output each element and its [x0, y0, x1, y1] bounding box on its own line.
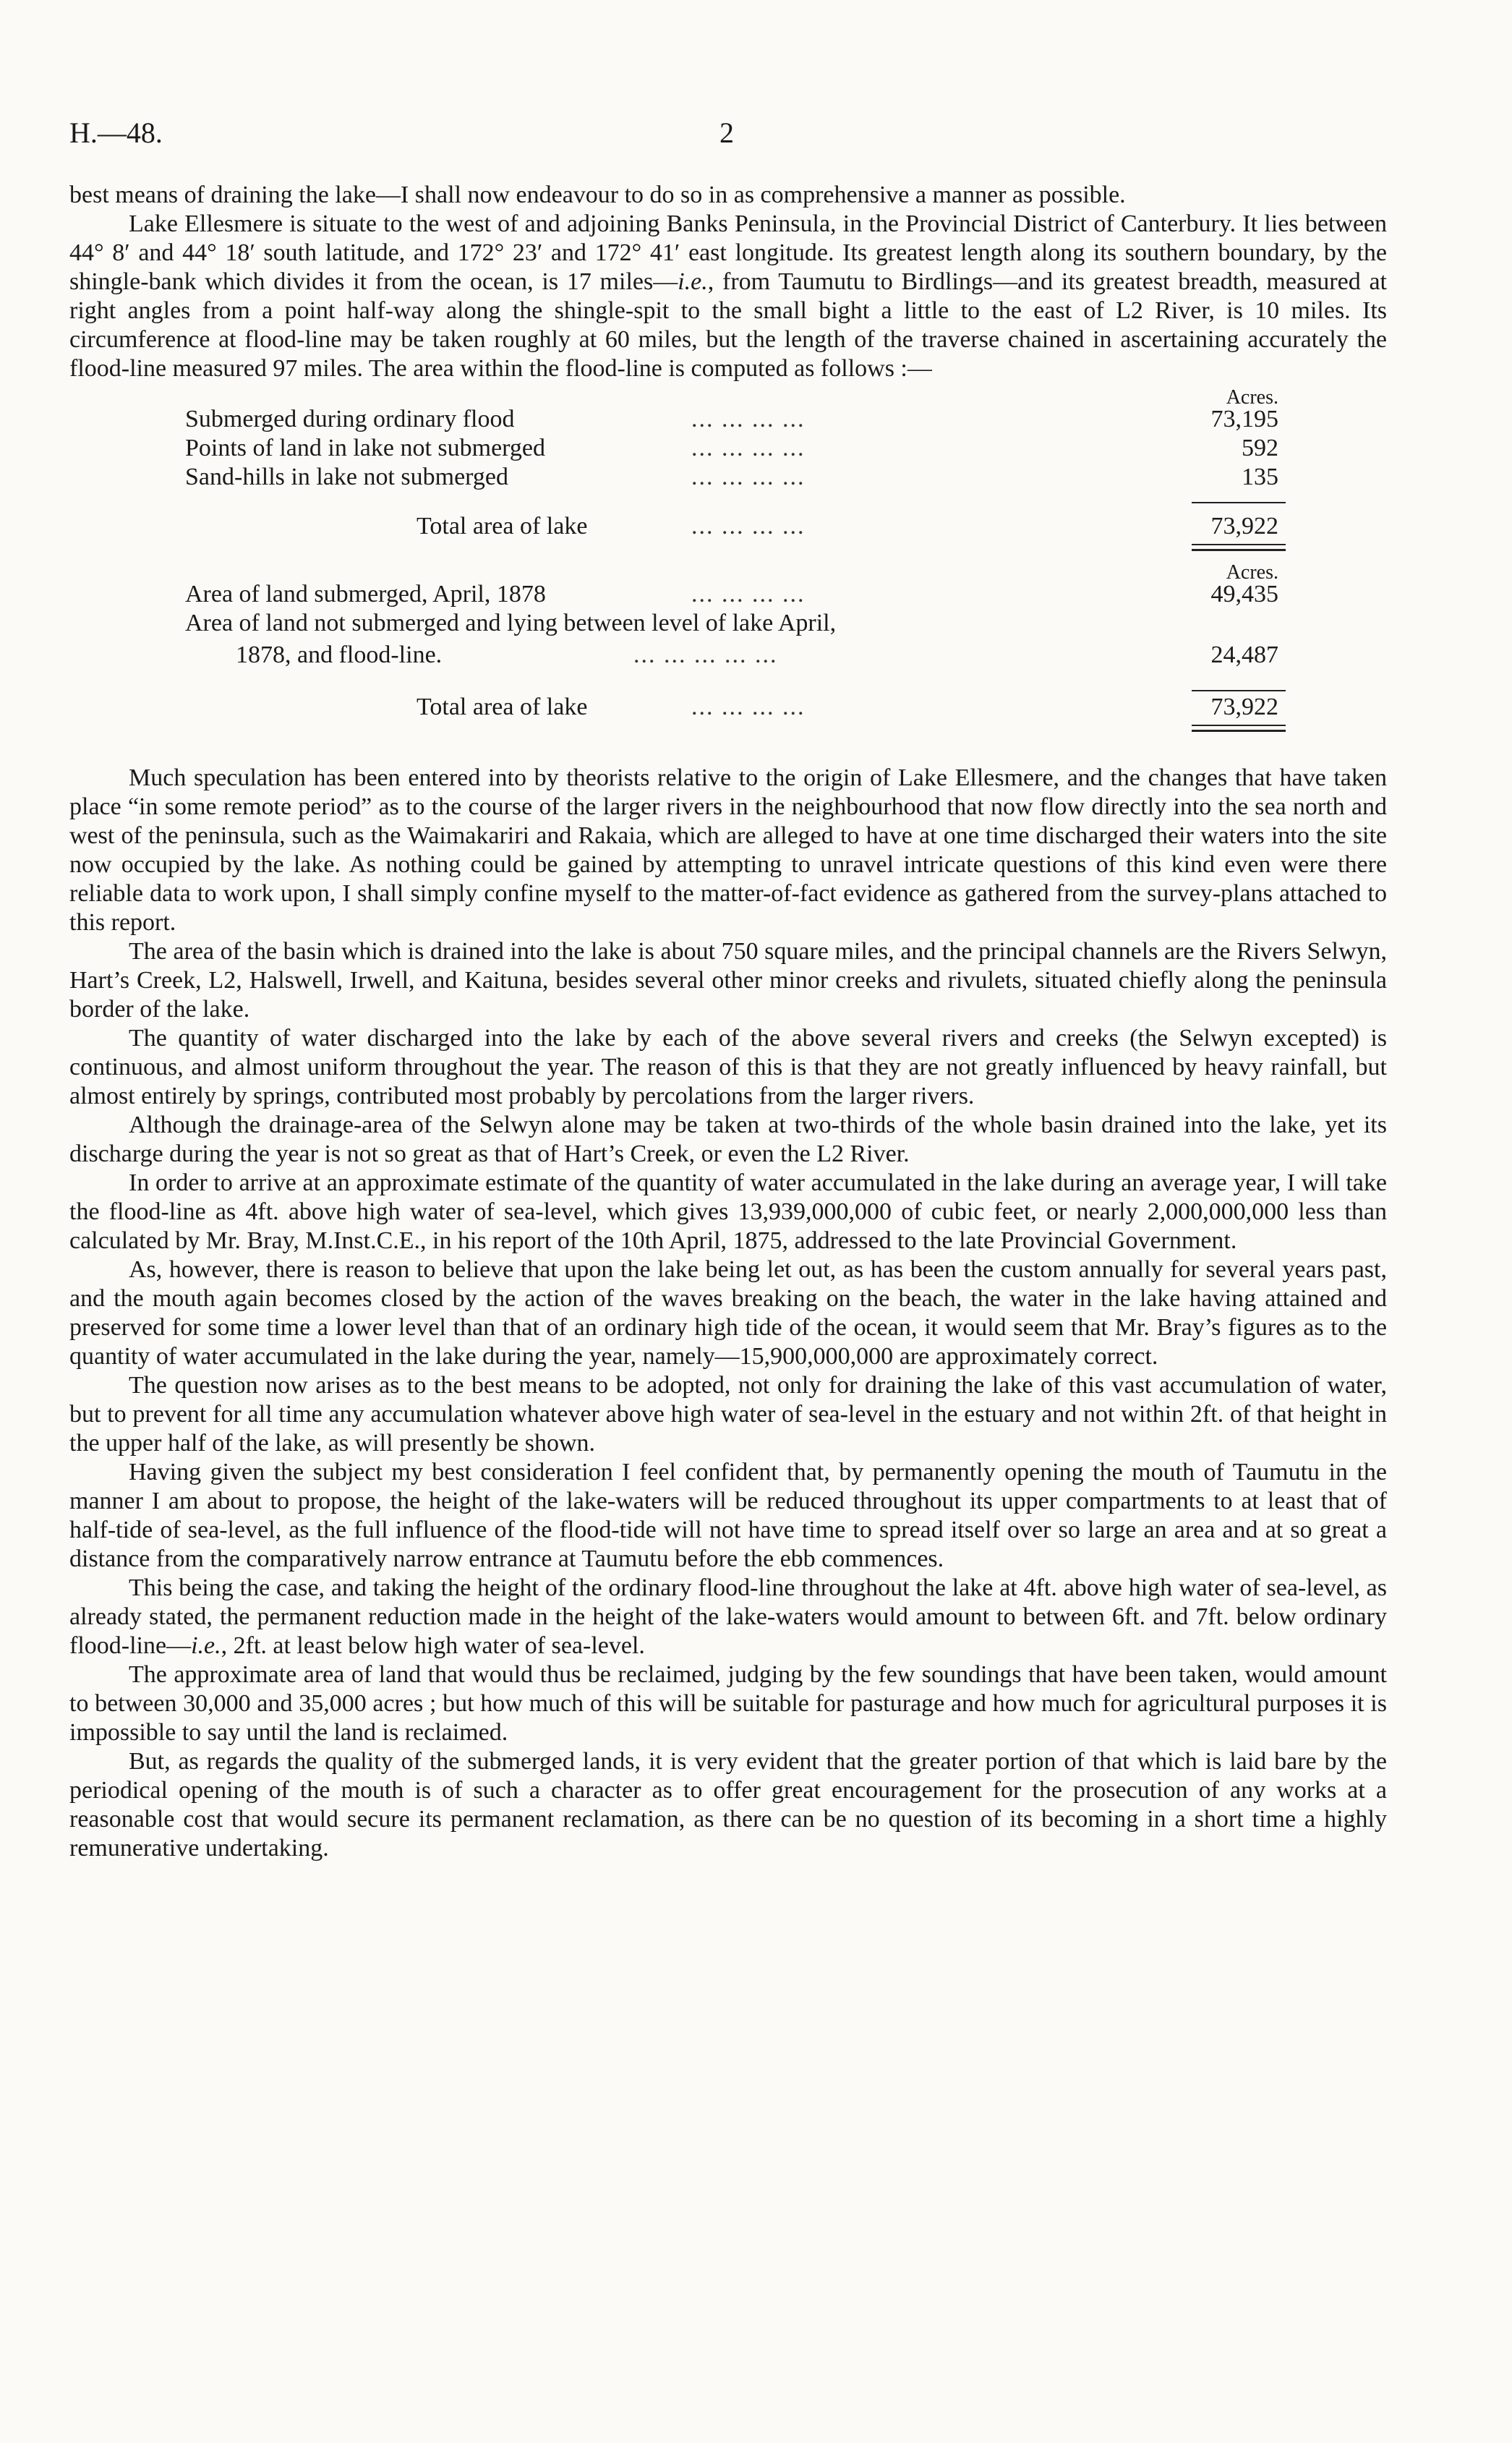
body-text	[69, 181, 1387, 1863]
unit-heading: Acres.	[1226, 561, 1278, 584]
paragraph: Much speculation has been entered into by theorists relative to the origin of Lake Ellesmere, and the changes that have taken place “in some remote period” as to the course of the larger rivers in the neighbourhood that now flow directly into the sea north and west of the peninsula, such as the Waimakariri and Rakaia, which are alleged to have at one time discharged their waters into the site now occupied by the lake. As nothing could be gained by attempting to unravel intricate questions of this kind even were there reliable data to work upon, I shall simply confine myself to the matter-of-fact evidence as gathered from the survey-plans attached to this report.	[69, 764, 1387, 936]
unit-heading: Acres.	[1226, 386, 1278, 409]
rule	[1192, 690, 1286, 691]
table-row: Area of land not submerged and lying between level of lake April,	[185, 610, 837, 636]
document-reference: H.—48.	[69, 116, 163, 149]
total-row: Total area of lake ... ... ... ... 73,922	[69, 693, 1387, 722]
table-row: Points of land in lake not submerged ... ... ... ... 592	[185, 435, 1278, 461]
table-row: Sand-hills in lake not submerged ... ... ... ... 135	[185, 464, 1278, 490]
table-row: 1878, and flood-line. ... ... ... ... ... 24,487	[236, 641, 1278, 668]
page-number: 2	[719, 116, 734, 149]
total-row: Total area of lake ... ... ... ... 73,922	[417, 513, 1278, 540]
paragraph: Although the drainage-area of the Selwyn alone may be taken at two-thirds of the whole basin drained into the lake, yet its discharge during the year is not so great as that of Hart’s Creek, or even the L2 River.	[69, 1112, 1387, 1167]
table-row: Submerged during ordinary flood ... ... ... ... 73,195	[185, 406, 1278, 432]
paragraph: The quantity of water discharged into the lake by each of the above several rivers and creeks (the Selwyn excepted) is continuous, and almost uniform throughout the year. The reason of this is that they are not greatly influenced by heavy rainfall, but almost entirely by springs, contributed most probably by percolations from the larger rivers.	[69, 1025, 1387, 1109]
paragraph: But, as regards the quality of the submerged lands, it is very evident that the greater portion of that which is laid bare by the periodical opening of the mouth is of such a character as to offer great encouragement for the prosecution of any works at a reasonable cost that would secure its permanent reclamation, as there can be no question of its becoming in a short time a highly remunerative undertaking.	[69, 1748, 1387, 1862]
double-rule	[1192, 544, 1286, 545]
paragraph: In order to arrive at an approximate estimate of the quantity of water accumulated in the lake during an average year, I will take the flood-line as 4ft. above high water of sea-level, which gives 13,939,000,000 of cubic feet, or nearly 2,000,000,000 less than calculated by Mr. Bray, M.Inst.C.E., in his report of the 10th April, 1875, addressed to the late Provincial Government.	[69, 1169, 1387, 1254]
paragraph: The approximate area of land that would thus be reclaimed, judging by the few soundings that have been taken, would amount to between 30,000 and 35,000 acres ; but how much of this will be suitable for pasturage and how much for agricultural purposes it is impossible to say until the land is reclaimed.	[69, 1661, 1387, 1746]
area-table-april-1878	[69, 555, 1387, 736]
paragraph: Lake Ellesmere is situate to the west of and adjoining Banks Peninsula, in the Provincial District of Canterbury. It lies between 44° 8′ and 44° 18′ south latitude, and 172° 23′ and 172° 41′ east longitude. Its greatest length along its southern boundary, by the shingle-bank which divides it from the ocean, is 17 miles—i.e., from Taumutu to Birdlings—and its greatest breadth, measured at right angles from a point half-way along the shingle-spit to the small bight a little to the east of L2 River, is 10 miles. Its circumference at flood-line may be taken roughly at 60 miles, but the length of the traverse chained in ascertaining accurately the flood-line measured 97 miles. The area within the flood-line is computed as follows :—	[69, 210, 1387, 382]
double-rule	[1192, 725, 1286, 726]
rule	[1192, 502, 1286, 503]
paragraph: best means of draining the lake—I shall now endeavour to do so in as comprehensive a manner as possible.	[69, 182, 1126, 208]
paragraph: The question now arises as to the best means to be adopted, not only for draining the lake of this vast accumulation of water, but to prevent for all time any accumulation whatever above high water of sea-level in the estuary and not within 2ft. of that height in the upper half of the lake, as will presently be shown.	[69, 1372, 1387, 1457]
area-table-flood-line	[69, 383, 1387, 555]
paragraph: Having given the subject my best consideration I feel confident that, by permanently opening the mouth of Taumutu in the manner I am about to propose, the height of the lake-waters will be reduced throughout its upper compartments to at least that of half-tide of sea-level, as the full influence of the flood-tide will not have time to spread itself over so large an area and at so great a distance from the comparatively narrow entrance at Taumutu before the ebb commences.	[69, 1459, 1387, 1572]
running-head	[51, 108, 1468, 152]
paragraph: This being the case, and taking the height of the ordinary flood-line throughout the lake at 4ft. above high water of sea-level, as already stated, the permanent reduction made in the height of the lake-waters would amount to between 6ft. and 7ft. below ordinary flood-line—i.e., 2ft. at least below high water of sea-level.	[69, 1574, 1387, 1659]
paragraph: As, however, there is reason to believe that upon the lake being let out, as has been the custom annually for several years past, and the mouth again becomes closed by the action of the waves breaking on the beach, the water in the lake having attained and preserved for some time a lower level than that of an ordinary high tide of the ocean, it would seem that Mr. Bray’s figures as to the quantity of water accumulated in the lake during the year, namely—15,900,000,000 are approximately correct.	[69, 1256, 1387, 1370]
table-row: Area of land submerged, April, 1878 ... ... ... ... 49,435	[185, 581, 1278, 607]
paragraph: The area of the basin which is drained into the lake is about 750 square miles, and the principal channels are the Rivers Selwyn, Hart’s Creek, L2, Halswell, Irwell, and Kaituna, besides several other minor creeks and rivulets, situated chiefly along the peninsula border of the lake.	[69, 938, 1387, 1023]
